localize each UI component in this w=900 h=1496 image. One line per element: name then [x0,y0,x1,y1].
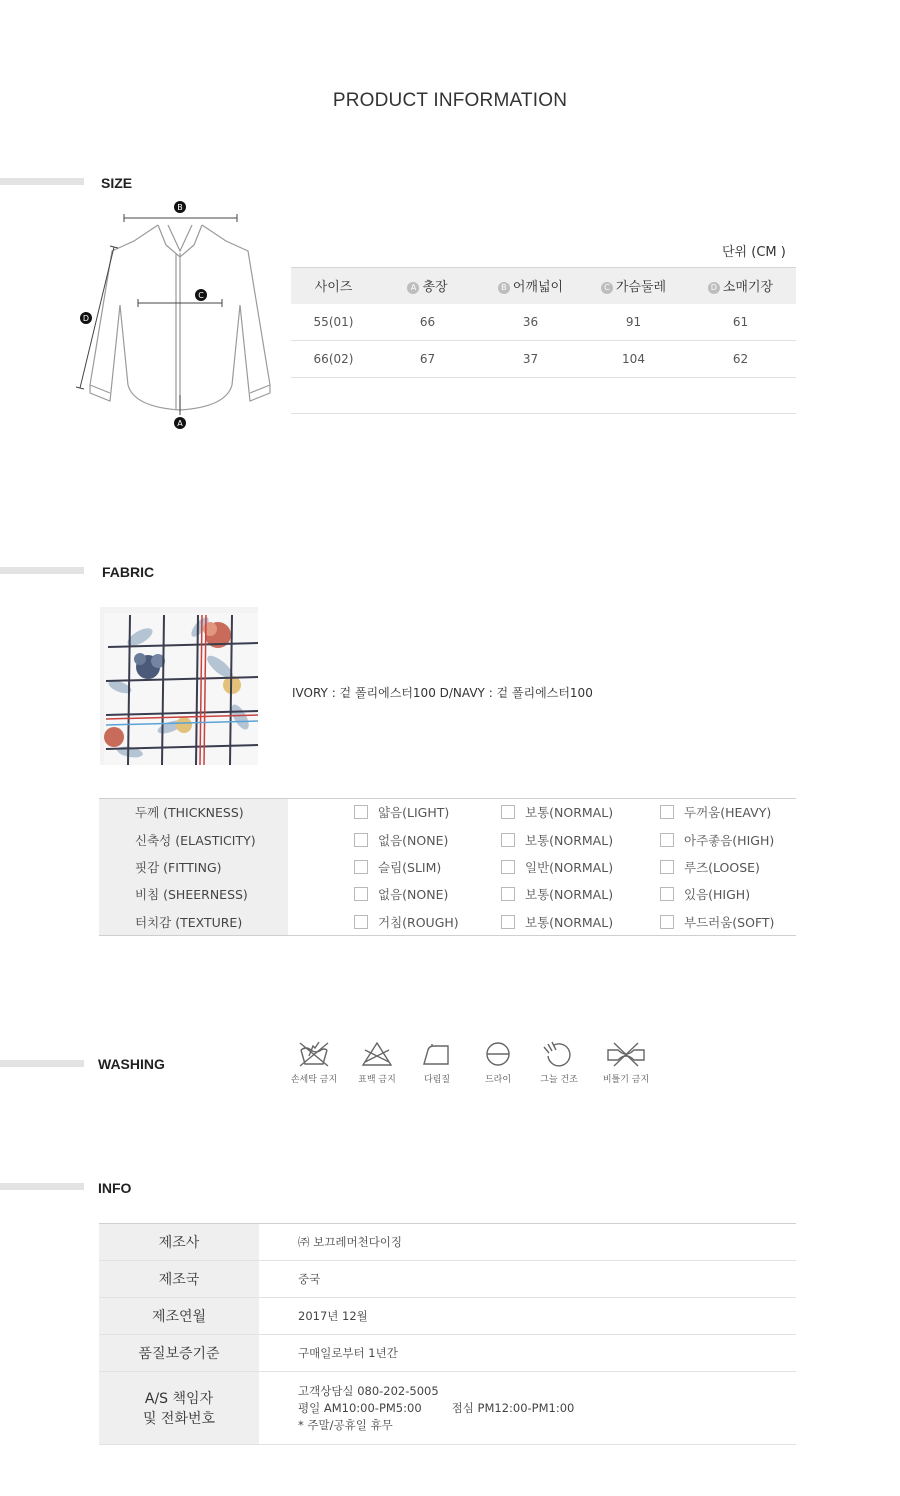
size-col-header [291,268,376,304]
attribute-label: 두께 (THICKNESS) [99,799,288,826]
size-cell: 66 [376,304,479,341]
as-line2 [298,1400,796,1417]
attribute-option [501,799,660,826]
no-bleach-icon [360,1040,394,1068]
wash-item [402,1040,472,1085]
checkbox[interactable] [354,860,368,874]
checkbox[interactable] [660,833,674,847]
checkbox[interactable] [501,887,515,901]
attribute-option [660,799,796,826]
info-key: 품질보증기준 [99,1335,259,1372]
option-label: 보통(NORMAL) [525,887,614,903]
table-row [99,853,796,880]
size-col-label: 가슴둘레 [615,280,667,296]
wash-label: 드라이 [484,1075,512,1085]
option-label: 보통(NORMAL) [525,805,614,821]
attribute-option [660,826,796,853]
table-row [291,304,796,341]
size-diagram [70,195,285,435]
info-value: ㈜ 보끄레머천다이징 [259,1224,796,1261]
size-cell: 91 [582,304,685,341]
info-key: 제조국 [99,1261,259,1298]
table-row [99,1298,796,1335]
option-label: 아주좋음(HIGH) [684,832,775,848]
shade-dry-icon [542,1040,576,1068]
attribute-label: 비침 (SHEERNESS) [99,881,288,908]
table-row [99,881,796,908]
info-value: 2017년 12월 [259,1298,796,1335]
as-line1: 고객상담실 080-202-5005 [298,1383,439,1398]
marker-d-icon: D [708,282,720,294]
attribute-option [660,908,796,935]
checkbox[interactable] [660,805,674,819]
wash-item [279,1040,349,1085]
as-line3: * 주말/공휴일 휴무 [298,1417,393,1432]
section-bar-fabric [0,567,84,574]
attribute-option [660,881,796,908]
size-col-header [582,268,685,304]
section-bar-washing [0,1060,84,1067]
size-col-header [685,268,796,304]
checkbox[interactable] [354,887,368,901]
svg-text:D: D [82,314,90,323]
option-label: 거침(ROUGH) [378,914,459,930]
svg-text:C: C [198,291,204,300]
attribute-label: 핏감 (FITTING) [99,853,288,880]
size-col-header [479,268,582,304]
checkbox[interactable] [501,833,515,847]
attribute-option [288,826,501,853]
diagram-marker-c [195,289,207,301]
option-label: 보통(NORMAL) [525,914,614,930]
checkbox[interactable] [354,915,368,929]
info-key: 제조연월 [99,1298,259,1335]
table-row [99,1335,796,1372]
no-hand-wash-icon [297,1040,331,1068]
table-row [99,826,796,853]
checkbox[interactable] [660,887,674,901]
option-label: 있음(HIGH) [684,887,751,903]
dry-clean-icon [481,1040,515,1068]
size-col-header [376,268,479,304]
checkbox[interactable] [501,805,515,819]
section-bar-info [0,1183,84,1190]
diagram-marker-a [174,417,186,429]
marker-c-icon: C [601,282,613,294]
option-label: 두꺼움(HEAVY) [684,805,772,821]
checkbox[interactable] [354,833,368,847]
wash-label: 손세탁 금지 [290,1075,338,1085]
info-key [99,1372,259,1445]
attribute-option [288,881,501,908]
marker-b-icon: B [498,282,510,294]
no-wring-icon [606,1040,646,1068]
checkbox[interactable] [501,860,515,874]
attribute-option [501,908,660,935]
diagram-marker-d [80,312,92,324]
option-label: 보통(NORMAL) [525,832,614,848]
attribute-option [660,853,796,880]
option-label: 없음(NONE) [378,887,449,903]
info-value: 중국 [259,1261,796,1298]
svg-text:B: B [177,203,183,212]
as-key-line2: 및 전화번호 [142,1411,216,1427]
size-cell: 104 [582,341,685,378]
fabric-swatch-image [100,607,258,765]
size-col-label: 어깨넓이 [512,280,564,296]
wash-label: 다림질 [423,1075,451,1085]
size-cell: 66(02) [291,341,376,378]
unit-label: 단위 (CM ) [722,245,786,260]
as-weekday-hours: 평일 AM10:00-PM5:00 [298,1400,422,1415]
attribute-label: 신축성 (ELASTICITY) [99,826,288,853]
size-cell: 62 [685,341,796,378]
option-label: 슬림(SLIM) [378,859,442,875]
section-title-washing: WASHING [98,1056,165,1072]
info-value [259,1372,796,1445]
info-value: 구매일로부터 1년간 [259,1335,796,1372]
size-cell: 67 [376,341,479,378]
svg-text:A: A [177,419,183,428]
size-cell: 37 [479,341,582,378]
attribute-option [501,826,660,853]
table-row [99,1372,796,1445]
checkbox[interactable] [660,915,674,929]
wash-label: 비틀기 금지 [602,1075,650,1085]
attribute-option [288,908,501,935]
attribute-option [288,799,501,826]
checkbox[interactable] [660,860,674,874]
wash-label: 그늘 건조 [540,1075,578,1085]
attribute-option [501,881,660,908]
size-col-label: 사이즈 [314,280,353,296]
size-col-label: 총장 [422,280,448,296]
table-row [99,1261,796,1298]
option-label: 루즈(LOOSE) [684,859,760,875]
table-row [99,908,796,935]
option-label: 일반(NORMAL) [525,859,614,875]
wash-item [591,1040,661,1085]
iron-icon [420,1040,454,1068]
table-row [291,341,796,378]
attribute-label: 터치감 (TEXTURE) [99,908,288,935]
size-cell: 55(01) [291,304,376,341]
as-key-line1: A/S 책임자 [144,1391,214,1407]
wash-item [524,1040,594,1085]
wash-item [463,1040,533,1085]
size-table-header [291,268,796,304]
checkbox[interactable] [501,915,515,929]
fabric-composition: IVORY : 겉 폴리에스터100 D/NAVY : 겉 폴리에스터100 [292,686,593,700]
table-row-empty [291,378,796,414]
table-row [99,1224,796,1261]
as-lunch-hours: 점심 PM12:00-PM1:00 [451,1400,575,1415]
size-cell: 61 [685,304,796,341]
section-title-info: INFO [98,1180,132,1196]
option-label: 얇음(LIGHT) [378,805,450,821]
size-table [291,267,796,414]
attribute-option [288,853,501,880]
fabric-attribute-table [99,798,796,936]
section-bar-size [0,178,84,185]
info-table [99,1223,796,1445]
option-label: 없음(NONE) [378,832,449,848]
page-title: PRODUCT INFORMATION [332,90,568,111]
attribute-option [501,853,660,880]
info-key: 제조사 [99,1224,259,1261]
size-col-label: 소매기장 [722,280,774,296]
diagram-marker-b [174,201,186,213]
size-cell: 36 [479,304,582,341]
marker-a-icon: A [407,282,419,294]
section-title-size: SIZE [101,175,133,191]
wash-label: 표백 금지 [358,1075,396,1085]
section-title-fabric: FABRIC [102,564,155,580]
table-row [99,799,796,826]
option-label: 부드러움(SOFT) [684,914,775,930]
checkbox[interactable] [354,805,368,819]
